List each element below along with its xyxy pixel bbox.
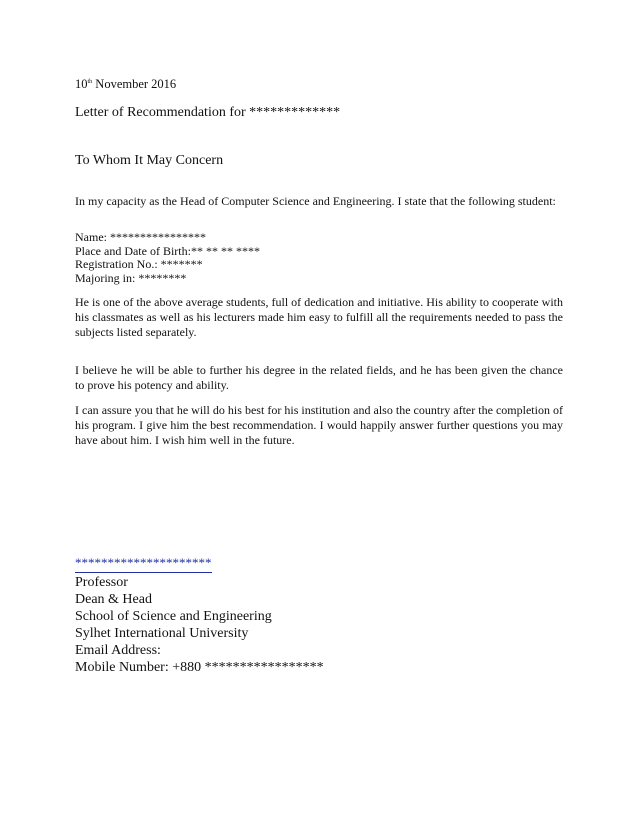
signature-title: Professor: [75, 575, 128, 590]
body-paragraph-3: I can assure you that he will do his best for his institution and also the country after the completion of his program. I give him the best recommendation. I would happily answer further questions you may have about him. I wish him well in the future.: [75, 403, 563, 447]
detail-major: Majoring in: ********: [75, 270, 187, 285]
signature-mobile: Mobile Number: +880 *****************: [75, 660, 324, 675]
detail-place-date-of-birth: Place and Date of Birth:** ** ** ****: [75, 243, 260, 258]
body-paragraph-2: I believe he will be able to further his degree in the related fields, and he has been given the chance to prove his potency and ability.: [75, 363, 563, 392]
signature-email: Email Address:: [75, 643, 161, 658]
intro-paragraph: In my capacity as the Head of Computer Science and Engineering. I state that the following student:: [75, 194, 556, 208]
detail-registration-no: Registration No.: *******: [75, 257, 203, 271]
detail-name: Name: ****************: [75, 230, 206, 244]
signature-name: *********************: [75, 555, 212, 573]
letter-date: [75, 77, 176, 92]
letter-subject: Letter of Recommendation for *************: [75, 105, 341, 120]
body-paragraph-1: He is one of the above average students, full of dedication and initiative. His ability to cooperate with his classmates as well as his lecturers made him easy to fulfill all the requirements needed to pass the subjects listed separately.: [75, 295, 563, 339]
signature-university: Sylhet International University: [75, 626, 249, 641]
student-details: [75, 231, 260, 285]
date-day: 10: [75, 77, 88, 91]
signature-school: School of Science and Engineering: [75, 609, 272, 624]
date-suffix: th: [87, 79, 93, 85]
date-month-year: November 2016: [92, 77, 177, 91]
letter-salutation: To Whom It May Concern: [75, 153, 224, 168]
signature-position: Dean & Head: [75, 592, 152, 607]
signature-block: [75, 574, 324, 676]
